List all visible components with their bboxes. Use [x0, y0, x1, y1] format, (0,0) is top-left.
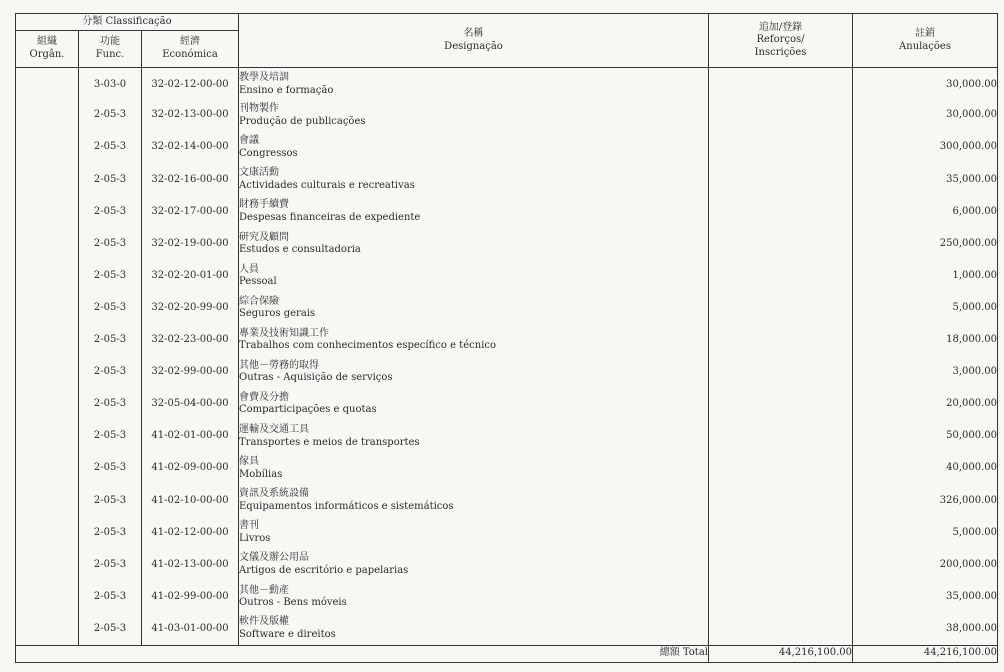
func-cell: 2-05-3 — [79, 549, 142, 581]
organ-cell — [16, 549, 79, 581]
header-organ-zh: 組織 — [37, 36, 57, 48]
header-anulacoes-pt: Anulações — [899, 40, 951, 52]
designacao-pt: Livros — [239, 532, 271, 544]
budget-table — [15, 13, 998, 663]
table-row — [16, 421, 998, 453]
designacao-pt: Software e direitos — [239, 628, 336, 640]
designacao-zh: 軟件及版權 — [239, 616, 289, 628]
table-row — [16, 164, 998, 196]
organ-cell — [16, 196, 79, 228]
func-cell: 2-05-3 — [79, 485, 142, 517]
designacao-pt: Transportes e meios de transportes — [239, 436, 420, 448]
func-cell: 2-05-3 — [79, 260, 142, 292]
header-econ — [142, 30, 239, 67]
designacao-pt: Comparticipações e quotas — [239, 404, 377, 416]
designacao-pt: Congressos — [239, 147, 298, 159]
designacao-pt: Actividades culturais e recreativas — [239, 179, 415, 191]
organ-cell — [16, 421, 79, 453]
anulacoes-cell: 250,000.00 — [853, 228, 998, 260]
organ-cell — [16, 485, 79, 517]
econ-cell: 32-02-17-00-00 — [142, 196, 239, 228]
designacao-pt: Outros - Bens móveis — [239, 597, 347, 609]
func-cell: 2-05-3 — [79, 292, 142, 324]
table-row — [16, 228, 998, 260]
econ-cell: 32-02-12-00-00 — [142, 68, 239, 100]
designacao-zh: 研究及顧問 — [239, 231, 289, 243]
designacao-cell — [239, 356, 709, 388]
econ-cell: 32-05-04-00-00 — [142, 388, 239, 420]
designacao-cell — [239, 485, 709, 517]
designacao-zh: 刊物製作 — [239, 103, 279, 115]
designacao-pt: Pessoal — [239, 276, 277, 288]
organ-cell — [16, 260, 79, 292]
organ-cell — [16, 132, 79, 164]
anulacoes-cell: 30,000.00 — [853, 68, 998, 100]
designacao-pt: Artigos de escritório e papelarias — [239, 564, 409, 576]
designacao-cell — [239, 421, 709, 453]
designacao-cell — [239, 164, 709, 196]
reforcos-cell — [709, 549, 853, 581]
designacao-cell — [239, 196, 709, 228]
designacao-zh: 文儀及辦公用品 — [239, 552, 309, 564]
header-econ-zh: 經濟 — [180, 36, 200, 48]
designacao-pt: Seguros gerais — [239, 308, 316, 320]
econ-cell: 32-02-20-99-00 — [142, 292, 239, 324]
designacao-pt: Despesas financeiras de expediente — [239, 211, 421, 223]
reforcos-cell — [709, 421, 853, 453]
total-label: 總額 Total — [16, 645, 709, 662]
econ-cell: 32-02-16-00-00 — [142, 164, 239, 196]
organ-cell — [16, 388, 79, 420]
func-cell: 2-05-3 — [79, 100, 142, 132]
header-func-pt: Func. — [95, 48, 125, 60]
table-row — [16, 100, 998, 132]
reforcos-cell — [709, 228, 853, 260]
func-cell: 2-05-3 — [79, 517, 142, 549]
table-row — [16, 517, 998, 549]
designacao-zh: 其他－勞務的取得 — [239, 359, 319, 371]
header-reforcos-pt2: Inscrições — [754, 46, 807, 58]
header-designacao-zh: 名稱 — [463, 28, 484, 39]
designacao-zh: 教學及培訓 — [239, 72, 289, 84]
func-cell: 2-05-3 — [79, 164, 142, 196]
anulacoes-cell: 5,000.00 — [853, 292, 998, 324]
designacao-zh: 綜合保險 — [239, 295, 279, 307]
header-econ-pt: Económica — [162, 48, 218, 60]
designacao-zh: 財務手續費 — [239, 199, 289, 211]
designacao-zh: 其他－動產 — [239, 584, 289, 596]
reforcos-cell — [709, 164, 853, 196]
table-row — [16, 581, 998, 613]
table-row — [16, 292, 998, 324]
reforcos-cell — [709, 453, 853, 485]
anulacoes-cell: 38,000.00 — [853, 613, 998, 645]
designacao-cell — [239, 132, 709, 164]
table-row — [16, 324, 998, 356]
designacao-zh: 文康活動 — [239, 167, 279, 179]
total-row — [16, 645, 998, 662]
designacao-cell — [239, 292, 709, 324]
designacao-zh: 運輸及交通工具 — [239, 424, 309, 436]
total-anulacoes: 44,216,100.00 — [853, 645, 998, 662]
designacao-pt: Trabalhos com conhecimentos específico e técnico — [239, 340, 496, 352]
reforcos-cell — [709, 581, 853, 613]
table-header — [16, 14, 998, 68]
func-cell: 2-05-3 — [79, 613, 142, 645]
organ-cell — [16, 613, 79, 645]
func-cell: 2-05-3 — [79, 581, 142, 613]
designacao-cell — [239, 453, 709, 485]
designacao-cell — [239, 68, 709, 100]
organ-cell — [16, 164, 79, 196]
organ-cell — [16, 356, 79, 388]
organ-cell — [16, 453, 79, 485]
reforcos-cell — [709, 613, 853, 645]
organ-cell — [16, 228, 79, 260]
organ-cell — [16, 581, 79, 613]
anulacoes-cell: 30,000.00 — [853, 100, 998, 132]
econ-cell: 32-02-13-00-00 — [142, 100, 239, 132]
header-reforcos — [709, 14, 853, 68]
econ-cell: 41-02-13-00-00 — [142, 549, 239, 581]
reforcos-cell — [709, 292, 853, 324]
designacao-zh: 傢具 — [239, 456, 259, 468]
reforcos-cell — [709, 68, 853, 100]
table-row — [16, 613, 998, 645]
table-row — [16, 68, 998, 100]
func-cell: 2-05-3 — [79, 421, 142, 453]
econ-cell: 32-02-23-00-00 — [142, 324, 239, 356]
header-reforcos-zh: 追加/登錄 — [758, 21, 803, 33]
anulacoes-cell: 35,000.00 — [853, 164, 998, 196]
reforcos-cell — [709, 356, 853, 388]
econ-cell: 41-02-99-00-00 — [142, 581, 239, 613]
anulacoes-cell: 20,000.00 — [853, 388, 998, 420]
designacao-cell — [239, 388, 709, 420]
designacao-cell — [239, 260, 709, 292]
anulacoes-cell: 1,000.00 — [853, 260, 998, 292]
designacao-cell — [239, 228, 709, 260]
func-cell: 3-03-0 — [79, 68, 142, 100]
econ-cell: 32-02-19-00-00 — [142, 228, 239, 260]
designacao-pt: Produção de publicações — [239, 115, 366, 127]
designacao-pt: Estudos e consultadoria — [239, 244, 361, 256]
func-cell: 2-05-3 — [79, 132, 142, 164]
table-row — [16, 485, 998, 517]
designacao-cell — [239, 581, 709, 613]
designacao-zh: 資訊及系統設備 — [239, 488, 309, 500]
header-classificacao: 分類 Classificação — [16, 14, 239, 31]
designacao-pt: Ensino e formação — [239, 84, 334, 96]
designacao-cell — [239, 613, 709, 645]
header-func — [79, 30, 142, 67]
anulacoes-cell: 300,000.00 — [853, 132, 998, 164]
designacao-zh: 會費及分擔 — [239, 391, 289, 403]
organ-cell — [16, 324, 79, 356]
econ-cell: 32-02-14-00-00 — [142, 132, 239, 164]
econ-cell: 41-02-09-00-00 — [142, 453, 239, 485]
header-func-zh: 功能 — [100, 36, 120, 48]
reforcos-cell — [709, 132, 853, 164]
anulacoes-cell: 35,000.00 — [853, 581, 998, 613]
reforcos-cell — [709, 388, 853, 420]
header-designacao-pt: Designação — [444, 40, 503, 52]
func-cell: 2-05-3 — [79, 324, 142, 356]
reforcos-cell — [709, 196, 853, 228]
designacao-pt: Equipamentos informáticos e sistemáticos — [239, 500, 454, 512]
anulacoes-cell: 5,000.00 — [853, 517, 998, 549]
econ-cell: 41-02-01-00-00 — [142, 421, 239, 453]
designacao-pt: Outras - Aquisição de serviços — [239, 372, 393, 384]
designacao-pt: Mobílias — [239, 468, 283, 480]
table-row — [16, 356, 998, 388]
reforcos-cell — [709, 260, 853, 292]
designacao-cell — [239, 517, 709, 549]
anulacoes-cell: 18,000.00 — [853, 324, 998, 356]
header-anulacoes-zh: 註銷 — [915, 28, 935, 39]
econ-cell: 32-02-20-01-00 — [142, 260, 239, 292]
table-body — [16, 68, 998, 646]
designacao-cell — [239, 549, 709, 581]
organ-cell — [16, 517, 79, 549]
designacao-zh: 書刊 — [239, 520, 259, 532]
econ-cell: 41-03-01-00-00 — [142, 613, 239, 645]
func-cell: 2-05-3 — [79, 228, 142, 260]
table-row — [16, 388, 998, 420]
table-row — [16, 453, 998, 485]
econ-cell: 41-02-10-00-00 — [142, 485, 239, 517]
table-row — [16, 132, 998, 164]
header-designacao — [239, 14, 709, 68]
anulacoes-cell: 6,000.00 — [853, 196, 998, 228]
designacao-cell — [239, 324, 709, 356]
econ-cell: 32-02-99-00-00 — [142, 356, 239, 388]
designacao-zh: 會議 — [239, 135, 259, 147]
func-cell: 2-05-3 — [79, 356, 142, 388]
header-anulacoes — [853, 14, 998, 68]
func-cell: 2-05-3 — [79, 453, 142, 485]
header-organ — [16, 30, 79, 67]
organ-cell — [16, 100, 79, 132]
reforcos-cell — [709, 517, 853, 549]
reforcos-cell — [709, 324, 853, 356]
table-row — [16, 196, 998, 228]
designacao-zh: 人員 — [239, 263, 259, 275]
func-cell: 2-05-3 — [79, 196, 142, 228]
anulacoes-cell: 50,000.00 — [853, 421, 998, 453]
total-reforcos: 44,216,100.00 — [709, 645, 853, 662]
anulacoes-cell: 3,000.00 — [853, 356, 998, 388]
table-row — [16, 549, 998, 581]
table-row — [16, 260, 998, 292]
anulacoes-cell: 200,000.00 — [853, 549, 998, 581]
anulacoes-cell: 40,000.00 — [853, 453, 998, 485]
designacao-zh: 專業及技術知識工作 — [239, 327, 329, 339]
anulacoes-cell: 326,000.00 — [853, 485, 998, 517]
header-organ-pt: Orgân. — [29, 48, 65, 60]
econ-cell: 41-02-12-00-00 — [142, 517, 239, 549]
reforcos-cell — [709, 485, 853, 517]
organ-cell — [16, 292, 79, 324]
designacao-cell — [239, 100, 709, 132]
reforcos-cell — [709, 100, 853, 132]
func-cell: 2-05-3 — [79, 388, 142, 420]
header-reforcos-pt1: Reforços/ — [756, 34, 805, 46]
organ-cell — [16, 68, 79, 100]
